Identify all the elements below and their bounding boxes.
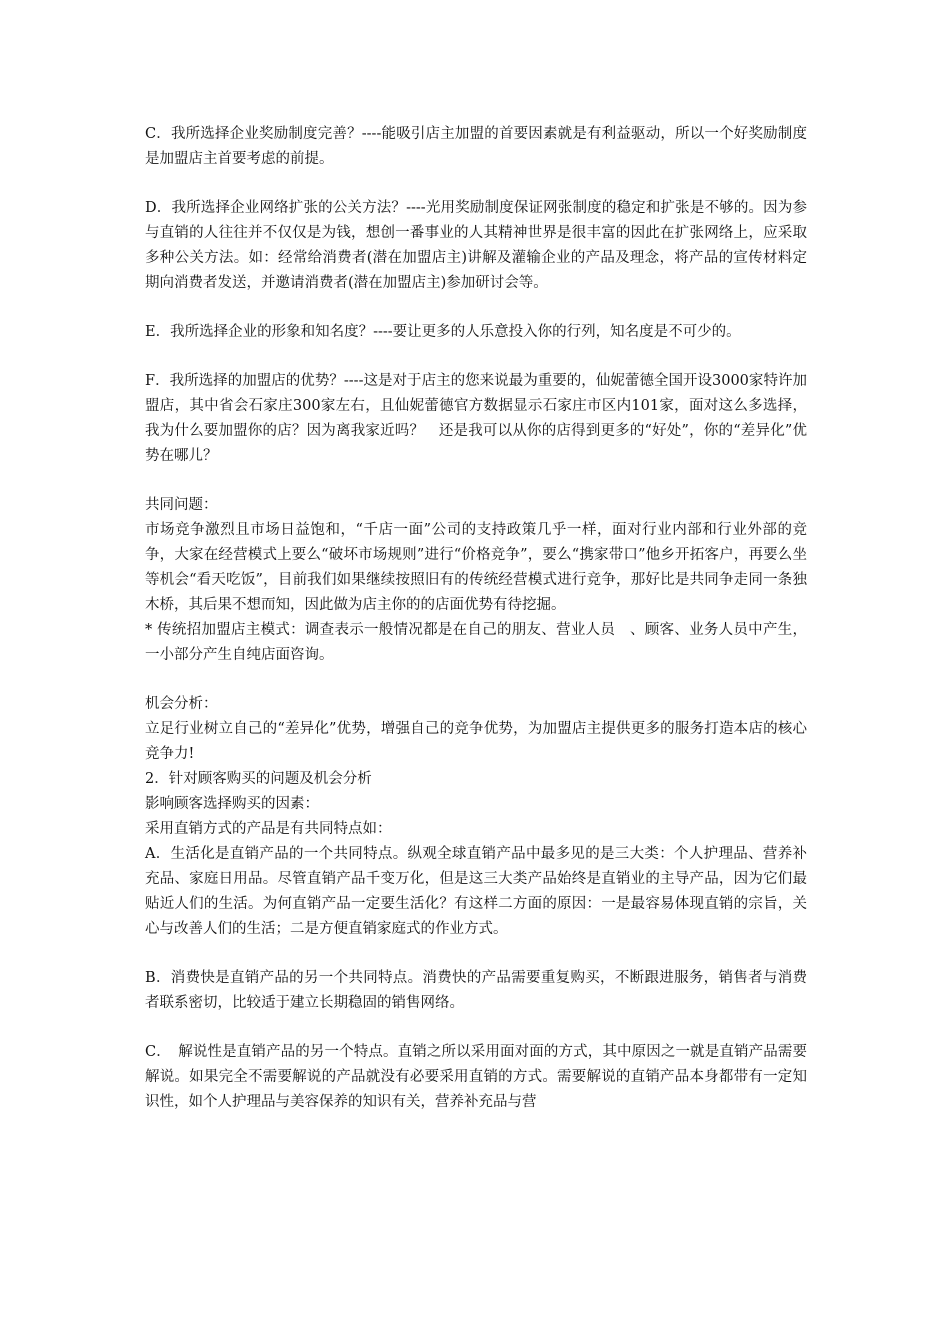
paragraph-gap: [145, 942, 807, 966]
paragraph-gap: [145, 345, 807, 369]
paragraph-gap: [145, 1016, 807, 1040]
heading-customer-purchase-analysis: 2．针对顾客购买的问题及机会分析: [145, 771, 372, 787]
paragraph-b-fast-consumption: B．消费快是直销产品的另一个共同特点。消费快的产品需要重复购买，不断跟进服务，销售者与消费者联系密切，比较适于建立长期稳固的销售网络。: [145, 970, 807, 1011]
heading-common-problems: 共同问题：: [145, 497, 218, 513]
paragraph-e-image-reputation: E．我所选择企业的形象和知名度？----要让更多的人乐意投入你的行列，知名度是不可少的。: [145, 324, 741, 340]
heading-opportunity-analysis: 机会分析：: [145, 696, 218, 712]
paragraph-common-features-intro: 采用直销方式的产品是有共同特点如：: [145, 821, 392, 837]
paragraph-traditional-recruit-mode: * 传统招加盟店主模式：调查表示一般情况都是在自己的朋友、营业人员 、顾客、业务人员中产生，一小部分产生自纯店面咨询。: [145, 622, 807, 663]
document-body: [145, 122, 807, 1115]
paragraph-market-competition: 市场竞争激烈且市场日益饱和，“千店一面”公司的支持政策几乎一样，面对行业内部和行业外部的竞争，大家在经营模式上要么“破坏市场规则”进行“价格竞争”，要么“携家带口”他乡开拓客户，再要么坐等机会“看天吃饭”，目前我们如果继续按照旧有的传统经营模式进行竞争，那好比是共同争走同一条独木桥，其后果不想而知，因此做为店主你的的店面优势有待挖掘。: [145, 522, 807, 613]
paragraph-gap: [145, 668, 807, 692]
paragraph-gap: [145, 172, 807, 196]
paragraph-differentiation: 立足行业树立自己的“差异化”优势，增强自己的竞争优势，为加盟店主提供更多的服务打造本店的核心竞争力!: [145, 721, 807, 762]
paragraph-f-store-advantage: F．我所选择的加盟店的优势？----这是对于店主的您来说最为重要的，仙妮蕾德全国开设3000家特许加盟店，其中省会石家庄300家左右，且仙妮蕾德官方数据显示石家庄市区内101家，面对这么多选择，我为什么要加盟你的店？因为离我家近吗？ 还是我可以从你的店得到更多的“好处”，你的“差异化”优势在哪儿？: [145, 373, 807, 464]
paragraph-gap: [145, 469, 807, 493]
paragraph-gap: [145, 296, 807, 320]
heading-purchase-factors: 影响顾客选择购买的因素：: [145, 796, 319, 812]
paragraph-c-reward-system: C．我所选择企业奖励制度完善？----能吸引店主加盟的首要因素就是有利益驱动，所以一个好奖励制度是加盟店主首要考虑的前提。: [145, 126, 807, 167]
paragraph-d-network-expansion: D．我所选择企业网络扩张的公关方法？----光用奖励制度保证网张制度的稳定和扩张是不够的。因为参与直销的人往往并不仅仅是为钱，想创一番事业的人其精神世界是很丰富的因此在扩张网络上，应采取多种公关方法。如：经常给消费者(潜在加盟店主)讲解及灌输企业的产品及理念，将产品的宣传材料定期向消费者发送，并邀请消费者(潜在加盟店主)参加研讨会等。: [145, 200, 807, 291]
paragraph-a-daily-life: A．生活化是直销产品的一个共同特点。纵观全球直销产品中最多见的是三大类：个人护理品、营养补充品、家庭日用品。尽管直销产品千变万化，但是这三大类产品始终是直销业的主导产品，因为它们最贴近人们的生活。为何直销产品一定要生活化？有这样二方面的原因：一是最容易体现直销的宗旨，关心与改善人们的生活；二是方便直销家庭式的作业方式。: [145, 846, 807, 937]
paragraph-c-explanatory: C． 解说性是直销产品的另一个特点。直销之所以采用面对面的方式，其中原因之一就是直销产品需要解说。如果完全不需要解说的产品就没有必要采用直销的方式。需要解说的直销产品本身都带有一定知识性，如个人护理品与美容保养的知识有关，营养补充品与营: [145, 1044, 807, 1110]
